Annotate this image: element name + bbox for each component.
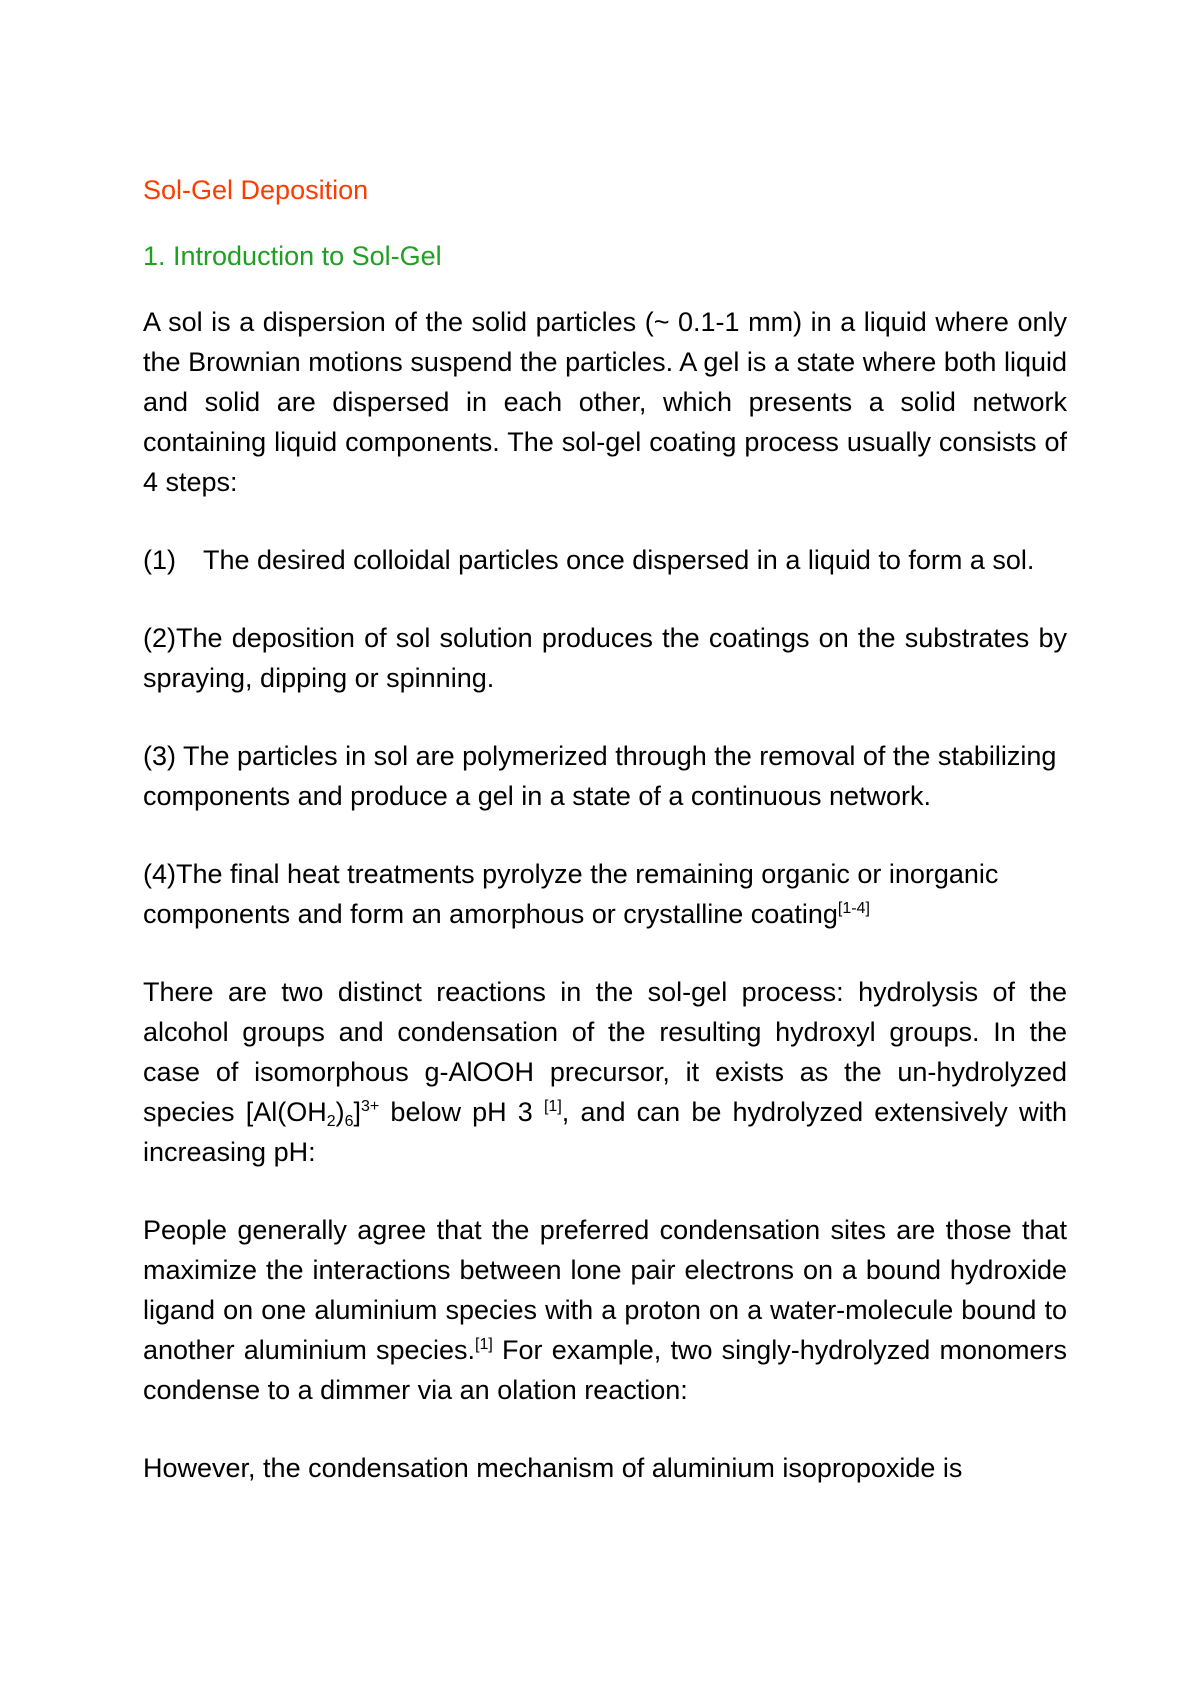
document-page bbox=[143, 170, 1067, 1526]
step-1-text: The desired colloidal particles once dispersed in a liquid to form a sol. bbox=[203, 545, 1035, 575]
step-1-number: (1) bbox=[143, 545, 176, 575]
reactions-text-d: below pH 3 bbox=[379, 1097, 544, 1127]
subscript-2: 2 bbox=[326, 1113, 336, 1130]
reactions-text-e: , and can be hydrolyzed extensively with increasing pH: bbox=[143, 1097, 1067, 1167]
condensation-text-b: For example, two singly-hydrolyzed monomers condense to a dimmer via an olation reaction: bbox=[143, 1335, 1067, 1405]
step-1 bbox=[143, 540, 1067, 580]
reactions-text-a: There are two distinct reactions in the sol-gel process: hydrolysis of the alcohol groups and condensation of the resulting hydroxyl groups. In the case of isomorphous g-AlOOH precursor, it exists as the un-hydrolyzed species [Al(OH bbox=[143, 977, 1067, 1127]
reactions-text-b: ) bbox=[335, 1097, 345, 1127]
subscript-6: 6 bbox=[344, 1113, 354, 1130]
condensation-citation: [1] bbox=[475, 1336, 493, 1353]
document-title: Sol-Gel Deposition bbox=[143, 175, 369, 205]
condensation-text-a: People generally agree that the preferred condensation sites are those that maximize the interactions between lone pair electrons on a bound hydroxide ligand on one aluminium species with a proton on a water-molecule bound to another aluminium species. bbox=[143, 1215, 1067, 1365]
step-2: (2)The deposition of sol solution produces the coatings on the substrates by spraying, dipping or spinning. bbox=[143, 623, 1067, 693]
intro-paragraph: A sol is a dispersion of the solid particles (~ 0.1-1 mm) in a liquid where only the Brownian motions suspend the particles. A gel is a state where both liquid and solid are dispersed in each other, which presents a solid network containing liquid components. The sol-gel coating process usually consists of 4 steps: bbox=[143, 307, 1067, 497]
superscript-charge: 3+ bbox=[361, 1098, 380, 1115]
step-4 bbox=[143, 854, 1067, 934]
step-3: (3) The particles in sol are polymerized through the removal of the stabilizing components and produce a gel in a state of a continuous network. bbox=[143, 741, 1057, 811]
reactions-text-c: ] bbox=[353, 1097, 362, 1127]
section-heading: 1. Introduction to Sol-Gel bbox=[143, 241, 442, 271]
reactions-paragraph bbox=[143, 972, 1067, 1172]
step-4-citation: [1-4] bbox=[837, 900, 870, 917]
step-4-text: (4)The final heat treatments pyrolyze the remaining organic or inorganic components and form an amorphous or crystalline coating bbox=[143, 859, 999, 929]
condensation-paragraph bbox=[143, 1210, 1067, 1410]
reactions-citation: [1] bbox=[543, 1098, 562, 1115]
mechanism-paragraph: However, the condensation mechanism of aluminium isopropoxide is bbox=[143, 1453, 963, 1483]
